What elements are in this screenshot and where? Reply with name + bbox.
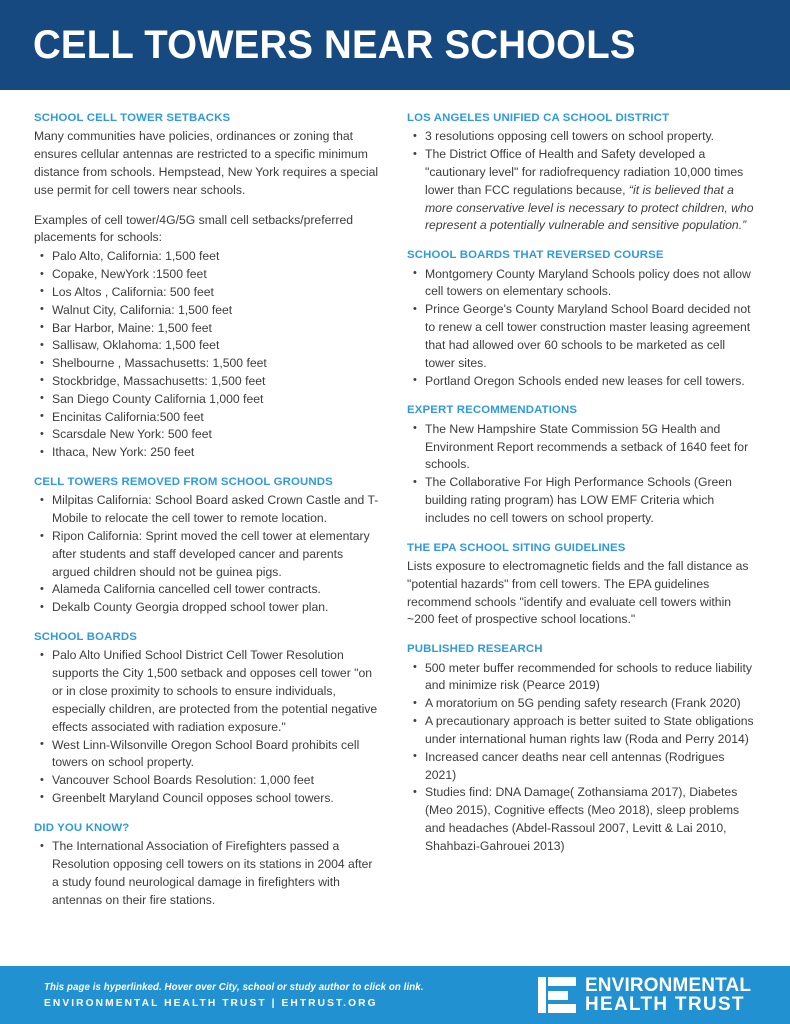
section-heading-expert-recommendations: EXPERT RECOMMENDATIONS (407, 404, 578, 417)
list-item[interactable]: • Sallisaw, Oklahoma: 1,500 feet (34, 337, 381, 355)
list-item[interactable]: • San Diego County California 1,000 feet (34, 391, 381, 409)
list-item[interactable]: • Palo Alto, California: 1,500 feet (34, 248, 381, 266)
list-item[interactable]: • Scarsdale New York: 500 feet (34, 426, 381, 444)
list-item[interactable]: • Copake, NewYork :1500 feet (34, 266, 381, 284)
list-item[interactable]: • The Collaborative For High Performance Schools (Green building rating program) has LOW EMF Criteria which includes no cell towers on school property. (407, 474, 757, 527)
section-epa-guidelines (407, 541, 757, 630)
list-item[interactable]: • Walnut City, California: 1,500 feet (34, 302, 381, 320)
right-column (407, 111, 757, 963)
list-item[interactable]: • Bar Harbor, Maine: 1,500 feet (34, 320, 381, 338)
eht-logo-mark-icon (538, 977, 576, 1013)
setbacks-intro: Examples of cell tower/4G/5G small cell setbacks/preferred placements for schools: (34, 212, 354, 245)
list-item[interactable]: • Ithaca, New York: 250 feet (34, 444, 381, 462)
logo-bar-middle (548, 991, 568, 1000)
list-item[interactable]: • Studies find: DNA Damage( Zothansiama 2017), Diabetes (Meo 2015), Cognitive effects (Meo 2018), sleep problems and headaches (Abdel-Rassoul 2007, Levitt & Lai 2010, Shahbazi-Gahrouei 2013) (407, 784, 757, 855)
page-title: CELL TOWERS NEAR SCHOOLS (33, 23, 636, 67)
list-item[interactable]: • A moratorium on 5G pending safety research (Frank 2020) (407, 695, 757, 713)
footer-org-line[interactable]: ENVIRONMENTAL HEALTH TRUST | EHTRUST.ORG (44, 997, 378, 1009)
section-heading-reversed-course: SCHOOL BOARDS THAT REVERSED COURSE (407, 249, 664, 262)
list-item[interactable]: • Milpitas California: School Board asked Crown Castle and T-Mobile to relocate the cell tower to remote location. (34, 492, 381, 528)
section-heading-school-boards: SCHOOL BOARDS (34, 631, 137, 644)
lausd-statement-quote: “it is believed that a more conservative level is necessary to protect children, who represent a potentially vulnerable and sensitive population.” (425, 182, 754, 233)
list-item[interactable] (407, 146, 757, 235)
list-item[interactable]: • Dekalb County Georgia dropped school tower plan. (34, 599, 381, 617)
list-item[interactable]: • Portland Oregon Schools ended new leases for cell towers. (407, 373, 757, 391)
page-footer-banner (0, 963, 790, 1024)
section-expert-recommendations (407, 403, 757, 527)
logo-word-line2: HEALTH TRUST (584, 993, 745, 1015)
list-item[interactable]: • Los Altos , California: 500 feet (34, 284, 381, 302)
reversed-course-list (407, 266, 757, 391)
section-did-you-know (34, 821, 381, 910)
section-heading-published-research: PUBLISHED RESEARCH (407, 643, 543, 656)
list-item[interactable]: • Palo Alto Unified School District Cell Tower Resolution supports the City 1,500 setback and opposes cell tower "on or in close proximity to schools to ensure individuals, especially children, are protected from the potential negative effects associated with radiation exposure." (34, 647, 381, 736)
section-heading-epa-guidelines: THE EPA SCHOOL SITING GUIDELINES (407, 541, 626, 554)
logo-bar-bottom (548, 1004, 576, 1013)
removed-list (34, 492, 381, 617)
section-heading-removed: CELL TOWERS REMOVED FROM SCHOOL GROUNDS (34, 476, 333, 489)
logo-word-line1: ENVIRONMENTAL (584, 973, 751, 996)
did-you-know-list (34, 838, 381, 909)
list-item[interactable]: • Ripon California: Sprint moved the cell tower at elementary after students and staff developed cancer and parents argued children should not be guinea pigs. (34, 528, 381, 581)
epa-paragraph: Lists exposure to electromagnetic fields and the fall distance as "potential hazards" from cell towers. The EPA guidelines recommend schools "identify and evaluate cell towers within ~200 feet of prospective school locations." (407, 559, 749, 627)
logo-bars (548, 977, 576, 1013)
list-item[interactable]: • The New Hampshire State Commission 5G Health and Environment Report recommends a setback of 1640 feet for schools. (407, 421, 757, 474)
list-item[interactable]: • Increased cancer deaths near cell antennas (Rodrigues 2021) (407, 749, 757, 785)
school-boards-list (34, 647, 381, 807)
logo-bar-top (548, 977, 576, 986)
section-heading-did-you-know: DID YOU KNOW? (34, 821, 130, 834)
lausd-list (407, 128, 757, 235)
page-header-banner (0, 0, 790, 93)
list-item[interactable]: • Encinitas California:500 feet (34, 409, 381, 427)
setbacks-list (34, 248, 381, 462)
eht-logo[interactable] (538, 973, 756, 1015)
section-cell-towers-removed (34, 475, 381, 617)
list-item[interactable]: • 500 meter buffer recommended for schools to reduce liability and minimize risk (Pearce 2019) (407, 660, 757, 696)
list-item[interactable]: • Stockbridge, Massachusetts: 1,500 feet (34, 373, 381, 391)
section-lausd (407, 111, 757, 235)
footer-hyperlink-note: This page is hyperlinked. Hover over City, school or study author to click on link. (44, 981, 424, 993)
eht-logo-wordmark (584, 973, 756, 1015)
footer-text-block (44, 982, 452, 1009)
published-research-list (407, 660, 757, 856)
list-item[interactable]: • Prince George's County Maryland School Board decided not to renew a cell tower construction master leasing agreement that had allowed over 60 schools to be marketed as cell tower sites. (407, 301, 757, 372)
section-heading-setbacks: SCHOOL CELL TOWER SETBACKS (34, 112, 231, 124)
list-item[interactable]: • Vancouver School Boards Resolution: 1,000 feet (34, 772, 381, 790)
expert-recommendations-list (407, 421, 757, 528)
section-school-boards (34, 630, 381, 808)
lausd-statement-lead: The District Office of Health and Safety developed a "cautionary level" for radiofrequency radiation 10,000 times lower than FCC regulations because, (425, 147, 744, 197)
list-item[interactable]: • A precautionary approach is better suited to State obligations under international human rights law (Roda and Perry 2014) (407, 713, 757, 749)
logo-stem (538, 977, 546, 1013)
content-columns (0, 93, 790, 963)
list-item[interactable]: • Shelbourne , Massachusetts: 1,500 feet (34, 355, 381, 373)
list-item[interactable]: • The International Association of Firefighters passed a Resolution opposing cell towers on its stations in 2004 after a study found neurological damage in firefighters with antennas on their fire stations. (34, 838, 381, 909)
section-published-research (407, 642, 757, 855)
section-reversed-course (407, 248, 757, 390)
section-school-cell-tower-setbacks (34, 111, 381, 462)
list-item[interactable]: • Montgomery County Maryland Schools policy does not allow cell towers on elementary schools. (407, 266, 757, 302)
list-item[interactable]: • Alameda California cancelled cell tower contracts. (34, 581, 381, 599)
section-heading-lausd: LOS ANGELES UNIFIED CA SCHOOL DISTRICT (407, 112, 670, 124)
list-item[interactable]: • 3 resolutions opposing cell towers on school property. (407, 128, 757, 146)
list-item[interactable]: • Greenbelt Maryland Council opposes school towers. (34, 790, 381, 808)
left-column (34, 111, 381, 963)
list-item[interactable]: • West Linn-Wilsonville Oregon School Board prohibits cell towers on school property. (34, 737, 381, 773)
setbacks-paragraph: Many communities have policies, ordinances or zoning that ensures cellular antennas are restricted to a specific minimum distance from schools. Hempstead, New York requires a special use permit for cell towers near schools. (34, 129, 379, 197)
